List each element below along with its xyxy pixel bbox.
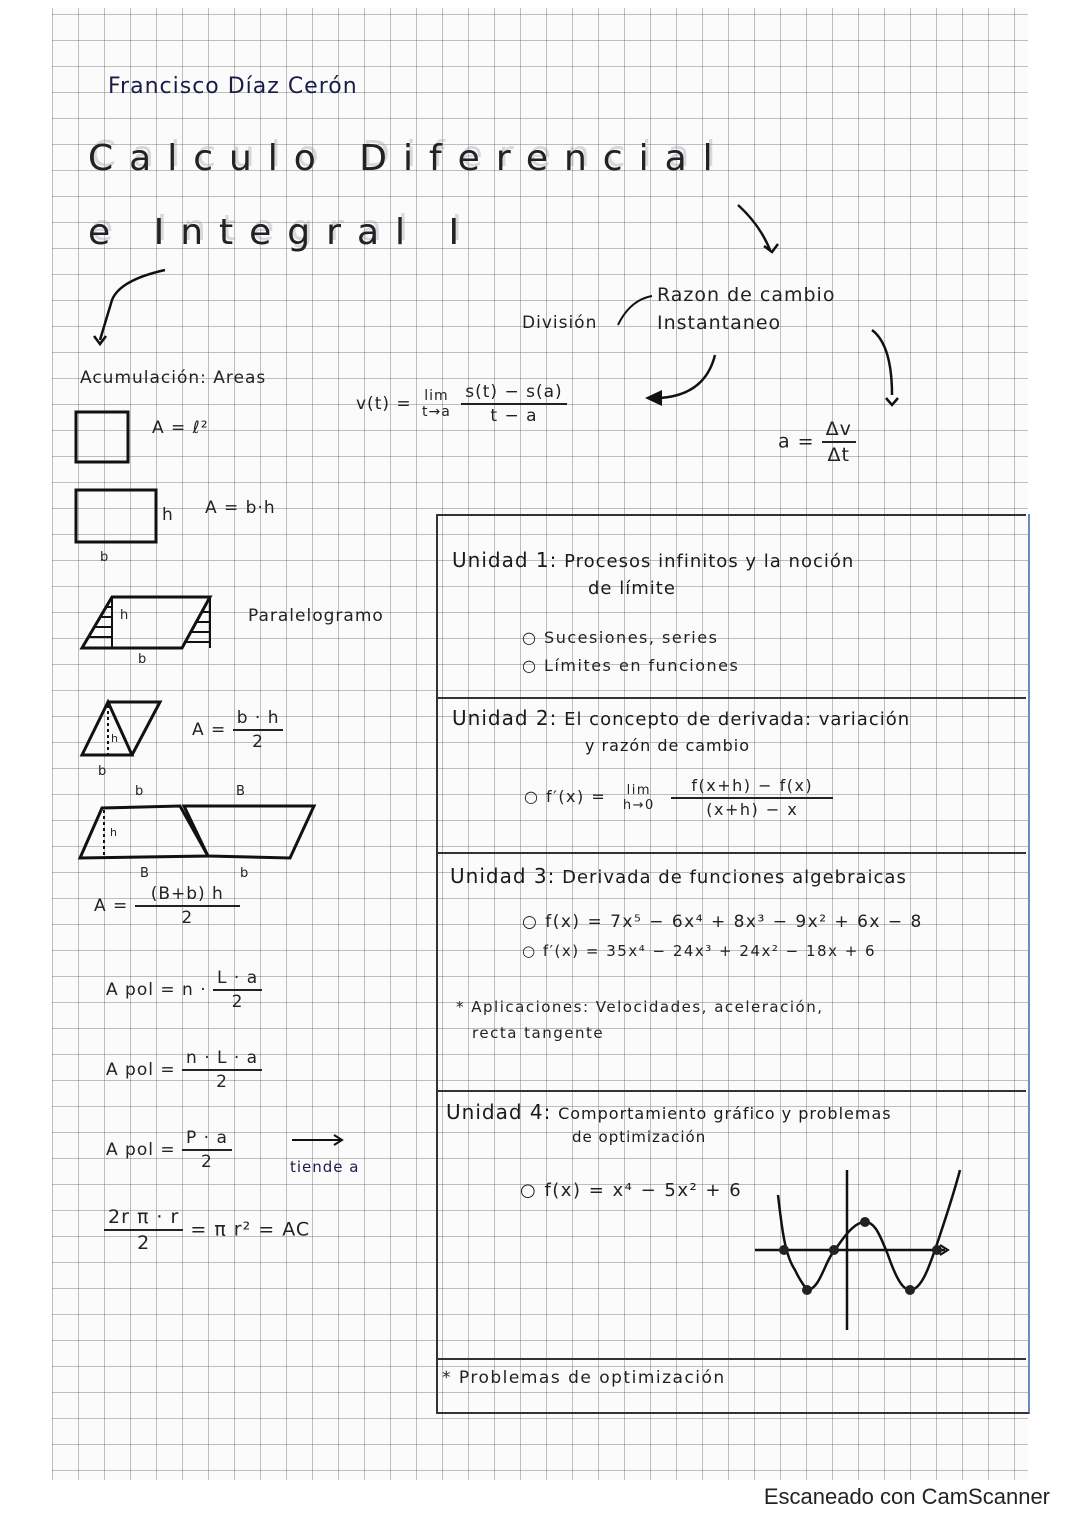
triangle-denominator: 2 [252, 732, 264, 752]
unit-1-bullet-2-text: Límites en funciones [544, 656, 740, 675]
unit-2-title-line1: El concepto de derivada: variación [564, 709, 911, 730]
unit-1-title-line1: Procesos infinitos y la noción [564, 551, 855, 572]
tiende-a-label: tiende a [290, 1158, 360, 1176]
acceleration-numerator: Δv [822, 418, 856, 443]
polygon2-denominator: 2 [216, 1072, 228, 1092]
acceleration-denominator: Δt [827, 444, 850, 466]
unit-3-bullet-2-text: f′(x) = 35x⁴ − 24x³ + 24x² − 18x + 6 [542, 942, 877, 960]
polygon-formula-1 [106, 968, 262, 1012]
unit-2-title-line2: y razón de cambio [585, 736, 751, 755]
trapezoid-denominator: 2 [181, 908, 194, 928]
title-line-1: Calculo Diferencial [88, 138, 729, 179]
unit-3-bullet-1: ○ f(x) = 7x⁵ − 6x⁴ + 8x³ − 9x² + 6x − 8 [522, 912, 923, 932]
unit-4-heading [446, 1100, 892, 1124]
circle-numerator: 2r π · r [104, 1206, 183, 1231]
triangle-formula-lhs: A = [192, 720, 227, 740]
polygon1-denominator: 2 [231, 992, 244, 1012]
triangle-b-label: b [98, 764, 108, 779]
unit-2-heading [452, 706, 910, 730]
unit-2-formula-lhs: f′(x) = [546, 787, 607, 806]
unit-2-lim: lim [626, 782, 651, 798]
polygon1-prefix: n · [182, 980, 207, 1000]
unit-3-note-line2: recta tangente [472, 1024, 605, 1042]
unit-1-title-line2: de límite [588, 578, 676, 599]
rate-label-line1: Razon de cambio [657, 284, 836, 306]
areas-heading: Acumulación: Areas [80, 368, 267, 388]
trapezoid-numerator: (B+b) h [135, 884, 240, 907]
unit-3-bullet-1-text: f(x) = 7x⁵ − 6x⁴ + 8x³ − 9x² + 6x − 8 [545, 912, 923, 932]
trapezoid-label-bottom-left: B [140, 866, 150, 881]
camscanner-watermark: Escaneado con CamScanner [763, 1484, 1050, 1509]
triangle-h-label: h [111, 732, 119, 745]
circle-rhs: = π r² = AC [190, 1218, 311, 1241]
polygon-formula-3 [106, 1128, 232, 1172]
trapezoid-label-h: h [110, 826, 118, 839]
unit-1-bullet-2: ○ Límites en funciones [522, 656, 740, 675]
acceleration-lhs: a = [778, 430, 815, 453]
velocity-numerator: s(t) − s(a) [461, 382, 566, 405]
unit-4-title-line2: de optimización [572, 1128, 707, 1146]
unit-4-label: Unidad 4: [446, 1100, 552, 1124]
unit-3-heading [450, 864, 907, 888]
polygon1-numerator: L · a [213, 968, 262, 991]
unit-divider-4 [438, 1090, 1026, 1092]
parallelogram-name: Paralelogramo [248, 606, 384, 626]
unit-3-label: Unidad 3: [450, 864, 556, 888]
unit-2-label: Unidad 2: [452, 706, 558, 730]
trapezoid-formula [94, 884, 240, 928]
polygon3-denominator: 2 [201, 1152, 213, 1172]
rate-label-line2: Instantaneo [657, 312, 782, 334]
title-line-2: e Integral I [88, 212, 476, 253]
unit-4-title-line1: Comportamiento gráfico y problemas [558, 1104, 892, 1123]
division-label: División [522, 313, 598, 333]
unit-3-note-line1: * Aplicaciones: Velocidades, aceleración, [456, 998, 824, 1016]
trapezoid-label-top-left: b [135, 784, 145, 799]
unit-divider-1 [438, 514, 1026, 516]
unit-2-denominator: (x+h) − x [706, 800, 799, 819]
unit-divider-3 [438, 852, 1026, 854]
parallelogram-b-label: b [138, 652, 148, 667]
square-formula: A = ℓ² [152, 418, 209, 438]
unit-4-bullet-1: ○ f(x) = x⁴ − 5x² + 6 [520, 1180, 743, 1201]
rectangle-b-label: b [100, 550, 110, 565]
rectangle-h-label: h [162, 505, 174, 525]
unit-2-lim-sub: h→0 [622, 797, 655, 813]
unit-4-bullet-1-text: f(x) = x⁴ − 5x² + 6 [544, 1180, 743, 1201]
unit-1-bullet-1-text: Sucesiones, series [544, 628, 719, 647]
polygon2-numerator: n · L · a [182, 1048, 262, 1071]
unit-divider-5 [438, 1358, 1026, 1360]
velocity-lim-sub: t→a [422, 404, 451, 420]
unit-divider-2 [438, 697, 1026, 699]
velocity-denominator: t − a [490, 406, 538, 426]
trapezoid-label-bottom-right: b [240, 866, 250, 881]
trapezoid-label-top-right: B [236, 784, 246, 799]
parallelogram-h-label: h [120, 608, 130, 623]
trapezoid-formula-lhs: A = [94, 896, 129, 916]
quartic-graph-icon [740, 1150, 980, 1350]
polygon2-lhs: A pol = [106, 1060, 176, 1080]
polygon1-lhs: A pol = [106, 980, 176, 1000]
unit-1-bullet-1: ○ Sucesiones, series [522, 628, 719, 647]
optimization-note: * Problemas de optimización [442, 1368, 726, 1388]
polygon3-lhs: A pol = [106, 1140, 176, 1160]
polygon3-numerator: P · a [182, 1128, 232, 1151]
velocity-lhs: v(t) = [356, 394, 412, 414]
unit-3-bullet-2: ○ f′(x) = 35x⁴ − 24x³ + 24x² − 18x + 6 [522, 942, 877, 960]
author-name: Francisco Díaz Cerón [108, 74, 358, 99]
circle-formula [104, 1206, 310, 1254]
unit-3-title-line1: Derivada de funciones algebraicas [562, 867, 907, 888]
unit-2-derivative-formula: ○ f′(x) = lim h→0 $\frac{f(x+h) - f(x)}{(x+h) - x}$ [524, 776, 833, 819]
unit-1-heading [452, 548, 854, 572]
velocity-lim: lim [424, 388, 449, 404]
triangle-formula [192, 708, 283, 752]
acceleration-formula [778, 418, 856, 466]
polygon-formula-2 [106, 1048, 262, 1092]
area-shapes-icon [0, 0, 440, 1300]
triangle-numerator: b · h [233, 708, 284, 731]
circle-denominator: 2 [137, 1232, 151, 1254]
rectangle-formula: A = b·h [205, 498, 276, 518]
unit-2-numerator: f(x+h) − f(x) [671, 776, 833, 799]
unit-1-label: Unidad 1: [452, 548, 558, 572]
